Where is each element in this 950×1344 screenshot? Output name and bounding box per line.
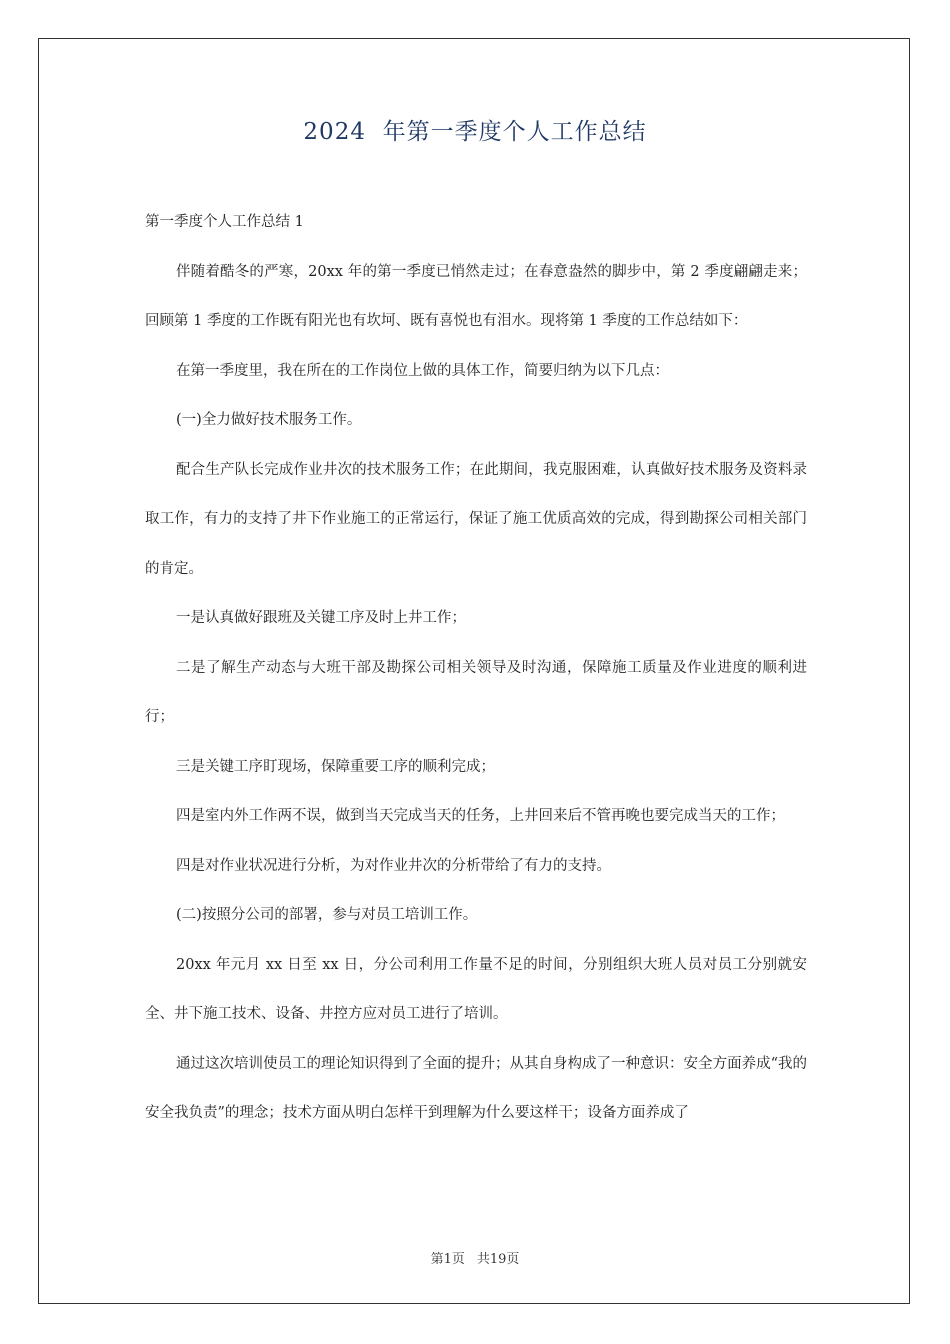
body-paragraph: 四是对作业状况进行分析，为对作业井次的分析带给了有力的支持。 (176, 857, 611, 874)
body-paragraph: 配合生产队长完成作业井次的技术服务工作；在此期间，我克服困难，认真做好技术服务及资料录取工作，有力的支持了井下作业施工的正常运行，保证了施工优质高效的完成，得到勘探公司相关部门的肯定。 (145, 461, 807, 577)
body-paragraph: 二是了解生产动态与大班干部及勘探公司相关领导及时沟通，保障施工质量及作业进度的顺利进行； (145, 659, 807, 725)
body-paragraph: 三是关键工序盯现场，保障重要工序的顺利完成； (176, 758, 495, 775)
page-number-current: 第1页 (430, 1252, 465, 1267)
body-paragraph: 一是认真做好跟班及关键工序及时上井工作； (176, 610, 466, 626)
page-footer (0, 1248, 950, 1267)
body-paragraph: (一)全力做好技术服务工作。 (176, 412, 362, 428)
page-number-total: 共19页 (476, 1252, 520, 1267)
body-paragraph: 通过这次培训使员工的理论知识得到了全面的提升；从其自身构成了一种意识：安全方面养成“我的安全我负责”的理念；技术方面从明白怎样干到理解为什么要这样干；设备方面养成了 (145, 1055, 807, 1121)
body-paragraph: 在第一季度里，我在所在的工作岗位上做的具体工作，简要归纳为以下几点： (176, 362, 669, 379)
document-title: 2024 年第一季度个人工作总结 (303, 119, 647, 145)
section-heading: 第一季度个人工作总结 1 (145, 214, 304, 230)
body-paragraph: 20xx 年元月 xx 日至 xx 日，分公司利用工作量不足的时间，分别组织大班人员对员工分别就安全、井下施工技术、设备、井控方应对员工进行了培训。 (145, 956, 807, 1022)
document-body (145, 198, 807, 1139)
body-paragraph: (二)按照分公司的部署，参与对员工培训工作。 (176, 907, 478, 923)
body-paragraph: 四是室内外工作两不误，做到当天完成当天的任务，上井回来后不管再晚也要完成当天的工作； (176, 808, 785, 824)
body-paragraph: 伴随着酷冬的严寒，20xx 年的第一季度已悄然走过；在春意盎然的脚步中，第 2 季度翩翩走来；回顾第 1 季度的工作既有阳光也有坎坷、既有喜悦也有泪水。现将第 1 季度的工作总结如下： (145, 263, 807, 329)
